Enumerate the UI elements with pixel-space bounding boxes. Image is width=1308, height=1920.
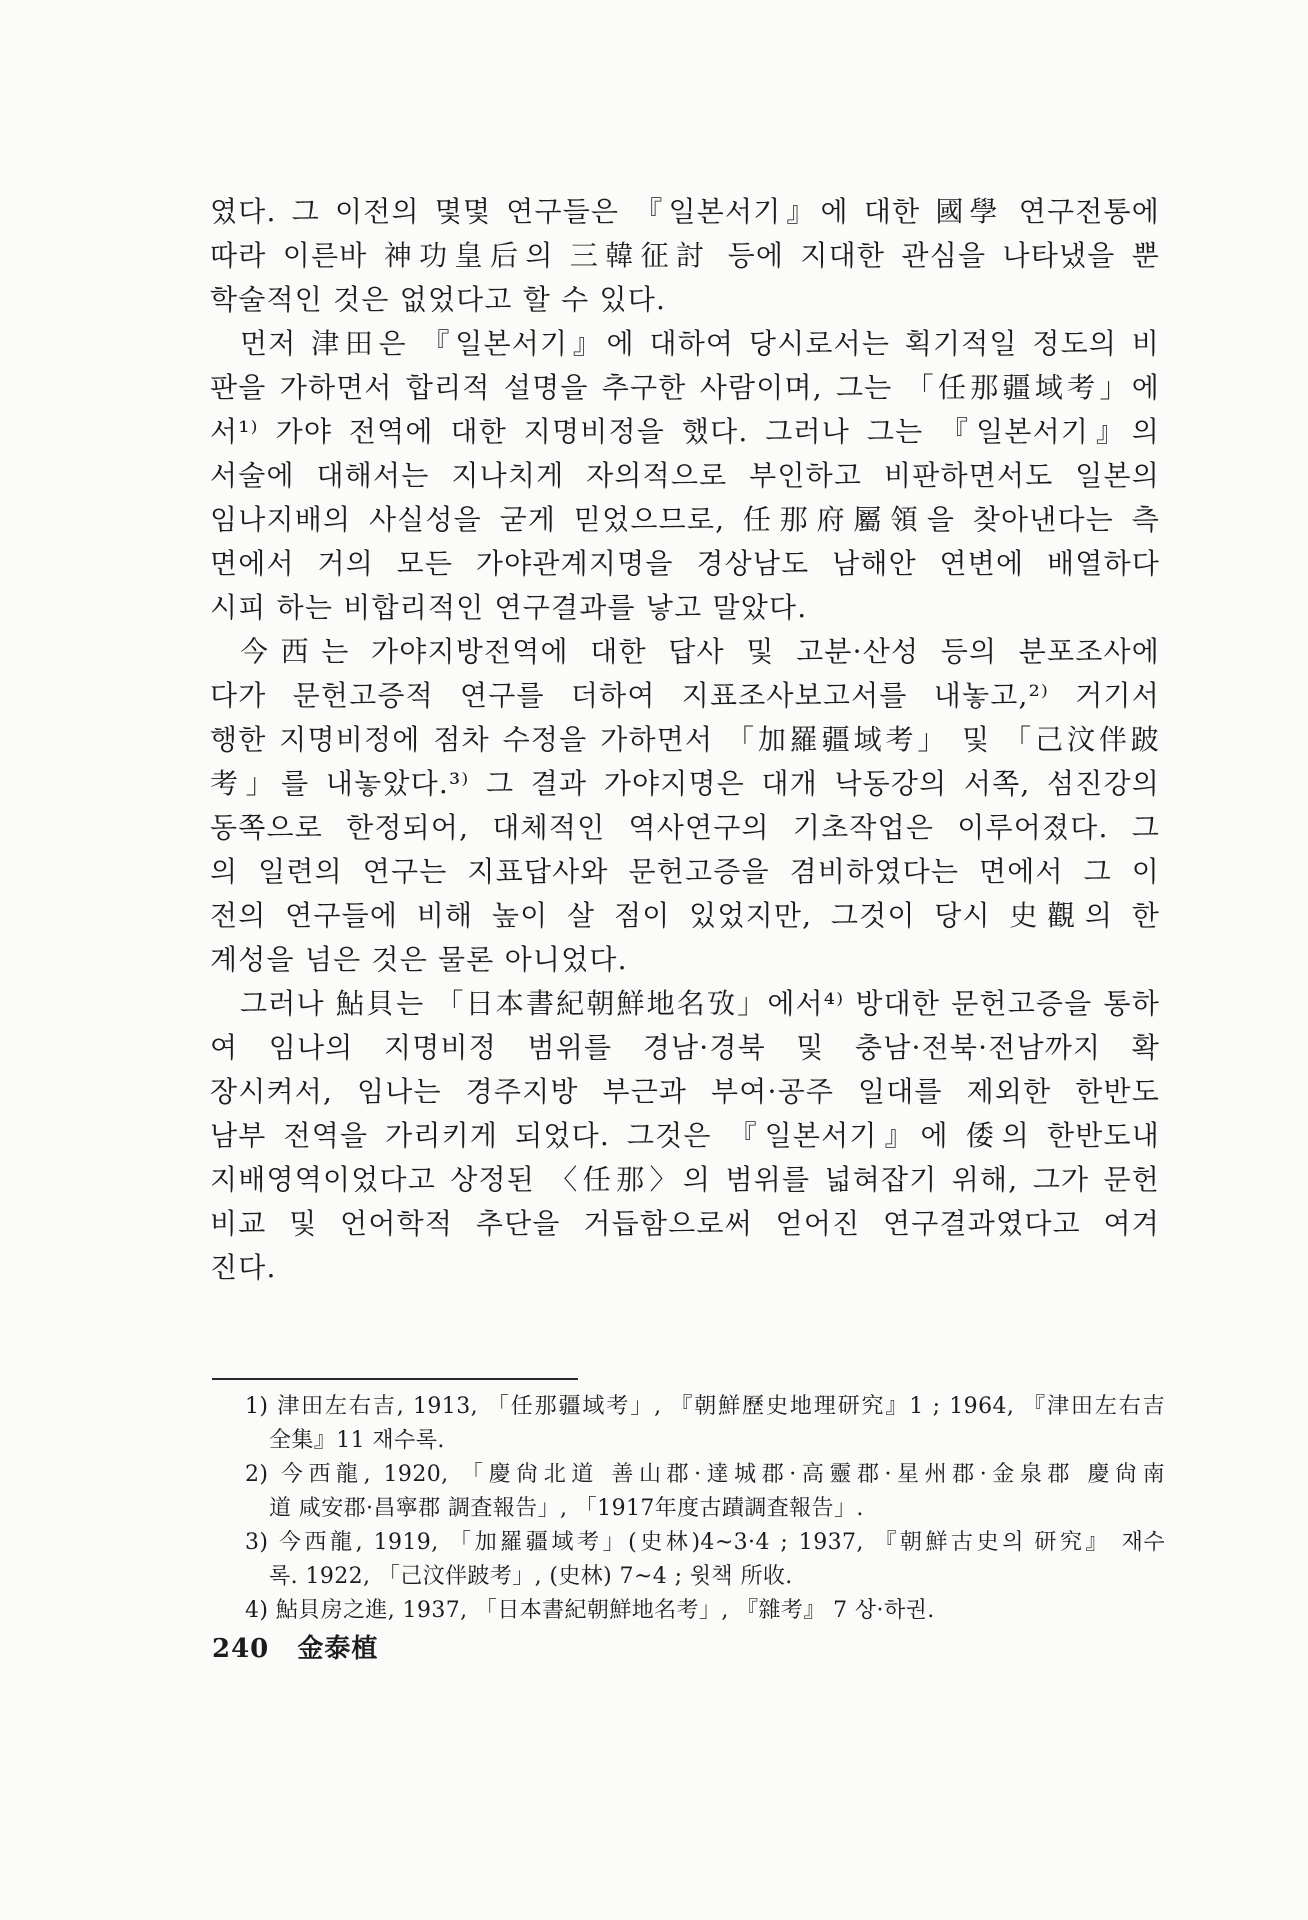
body-line: 그러나 鮎貝는 「日本書紀朝鮮地名攷」에서⁴⁾ 방대한 문헌고증을 통하 xyxy=(240,987,1160,1020)
body-line: 시피 하는 비합리적인 연구결과를 낳고 말았다. xyxy=(210,591,808,624)
body-line: 행한 지명비정에 점차 수정을 가하면서 「加羅疆域考」 및 「己汶伴跛 xyxy=(210,723,1160,756)
body-line: 다가 문헌고증적 연구를 더하여 지표조사보고서를 내놓고,²⁾ 거기서 xyxy=(210,679,1160,712)
footnote-line: 道 咸安郡·昌寧郡 調査報告」, 「1917年度古蹟調査報告」. xyxy=(269,1496,864,1521)
footnote-divider xyxy=(212,1378,578,1380)
body-line: 판을 가하면서 합리적 설명을 추구한 사람이며, 그는 「任那疆域考」에 xyxy=(210,371,1160,404)
body-line: 계성을 넘은 것은 물론 아니었다. xyxy=(210,943,628,976)
footnote-line: 3) 今西龍, 1919, 「加羅疆域考」(史林)4~3·4 ; 1937, 『朝鮮古史의 研究』 재수 xyxy=(245,1530,1165,1555)
body-text xyxy=(210,190,1160,1290)
body-line: 여 임나의 지명비정 범위를 경남·경북 및 충남·전북·전남까지 확 xyxy=(210,1031,1160,1064)
body-line: 였다. 그 이전의 몇몇 연구들은 『일본서기』에 대한 國學 연구전통에 xyxy=(210,195,1160,228)
body-line: 임나지배의 사실성을 굳게 믿었으므로, 任那府屬領을 찾아낸다는 측 xyxy=(210,503,1160,536)
page-footer xyxy=(212,1628,378,1665)
body-line: 남부 전역을 가리키게 되었다. 그것은 『일본서기』에 倭의 한반도내 xyxy=(210,1119,1160,1152)
body-line: 서술에 대해서는 지나치게 자의적으로 부인하고 비판하면서도 일본의 xyxy=(210,459,1160,492)
body-line: 의 일련의 연구는 지표답사와 문헌고증을 겸비하였다는 면에서 그 이 xyxy=(210,855,1160,888)
body-line: 따라 이른바 神功皇后의 三韓征討 등에 지대한 관심을 나타냈을 뿐 xyxy=(210,239,1160,272)
body-line: 비교 및 언어학적 추단을 거듭함으로써 얻어진 연구결과였다고 여겨 xyxy=(210,1207,1160,1240)
author-name: 金泰植 xyxy=(297,1634,379,1664)
footnote-line: 2) 今西龍, 1920, 「慶尙北道 善山郡·達城郡·高靈郡·星州郡·金泉郡 慶尙南 xyxy=(245,1462,1165,1487)
body-line: 진다. xyxy=(210,1251,277,1284)
footnote-line: 4) 鮎貝房之進, 1937, 「日本書紀朝鮮地名考」, 『雜考』 7 상·하권. xyxy=(245,1598,935,1623)
body-line: 지배영역이었다고 상정된 〈任那〉의 범위를 넓혀잡기 위해, 그가 문헌 xyxy=(210,1163,1160,1196)
body-line: 장시켜서, 임나는 경주지방 부근과 부여·공주 일대를 제외한 한반도 xyxy=(210,1075,1160,1108)
footnote-line: 1) 津田左右吉, 1913, 「任那疆域考」, 『朝鮮歷史地理研究』1 ; 1964, 『津田左右吉 xyxy=(245,1394,1165,1419)
body-line: 今西는 가야지방전역에 대한 답사 및 고분·산성 등의 분포조사에 xyxy=(240,635,1160,668)
body-line: 전의 연구들에 비해 높이 살 점이 있었지만, 그것이 당시 史觀의 한 xyxy=(210,899,1160,932)
body-line: 면에서 거의 모든 가야관계지명을 경상남도 남해안 연변에 배열하다 xyxy=(210,547,1160,580)
page-number: 240 xyxy=(212,1634,270,1664)
body-line: 학술적인 것은 없었다고 할 수 있다. xyxy=(210,283,667,316)
footnotes xyxy=(245,1390,1165,1628)
body-line: 먼저 津田은 『일본서기』에 대하여 당시로서는 획기적일 정도의 비 xyxy=(240,327,1160,360)
body-line: 동쪽으로 한정되어, 대체적인 역사연구의 기초작업은 이루어졌다. 그 xyxy=(210,811,1160,844)
footnote-line: 全集』11 재수록. xyxy=(269,1428,445,1453)
body-line: 서¹⁾ 가야 전역에 대한 지명비정을 했다. 그러나 그는 『일본서기』의 xyxy=(210,415,1160,448)
body-line: 考」를 내놓았다.³⁾ 그 결과 가야지명은 대개 낙동강의 서쪽, 섬진강의 xyxy=(210,767,1160,800)
footnote-line: 록. 1922, 「己汶伴跛考」, (史林) 7~4 ; 윗책 所收. xyxy=(269,1564,793,1589)
